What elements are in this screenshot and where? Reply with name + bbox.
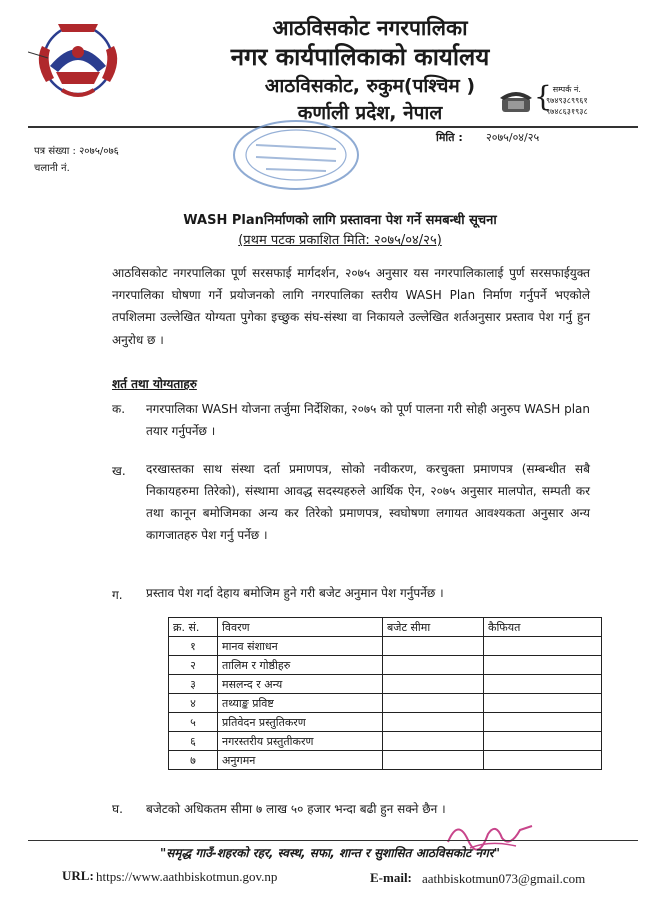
column-header: क्र. सं. — [169, 618, 218, 637]
telephone-icon — [498, 88, 534, 114]
contact-block — [546, 84, 588, 117]
publication-date-text: (प्रथम पटक प्रकाशित मिति: २०७५/०४/२५) — [238, 233, 442, 248]
province-name: कर्णाली प्रदेश, नेपाल — [297, 102, 443, 124]
row-description: नगरस्तरीय प्रस्तुतीकरण — [218, 732, 383, 751]
row-number: ५ — [169, 713, 218, 732]
row-remarks — [484, 694, 602, 713]
contact-number-2: ९७४८६३१९३८ — [546, 107, 588, 116]
row-description: तालिम र गोष्ठीहरु — [218, 656, 383, 675]
row-budget-limit — [383, 694, 484, 713]
item-label: ग. — [112, 588, 123, 602]
row-description: अनुगमन — [218, 751, 383, 770]
dispatch-number: चलानी नं. — [34, 163, 70, 174]
table-row — [169, 713, 602, 732]
website-link[interactable]: https://www.aathbiskotmun.gov.np — [96, 869, 278, 884]
notice-subject: WASH Planनिर्माणको लागि प्रस्तावना पेश गर्ने समबन्धी सूचना — [183, 213, 497, 228]
contact-title: सम्पर्क नं. — [552, 85, 581, 94]
item-text: दरखास्तका साथ संस्था दर्ता प्रमाणपत्र, सोको नवीकरण, करचुक्ता प्रमाणपत्र (सम्बन्धीत सबै निकायहरुमा तिरेको), संस्थामा आवद्ध सदस्यहरुले आर्थिक ऐन, २०७५ अनुसार मालपोत, सम्पती कर तथा कानून बमोजिमका अन्य कर तिरेको प्रमाणपत्र, स्वघोषणा लगायत आवश्यकता अनुसार अन्य कागजातहरु पेश गर्नु पर्नेछ । — [146, 462, 590, 542]
row-number: १ — [169, 637, 218, 656]
table-row — [169, 694, 602, 713]
row-budget-limit — [383, 751, 484, 770]
row-number: २ — [169, 656, 218, 675]
row-description: प्रतिवेदन प्रस्तुतिकरण — [218, 713, 383, 732]
row-budget-limit — [383, 675, 484, 694]
item-label: घ. — [112, 802, 123, 816]
office-stamp — [226, 115, 366, 195]
publication-note — [60, 230, 620, 248]
item-text: प्रस्ताव पेश गर्दा देहाय बमोजिम हुने गरी बजेट अनुमान पेश गर्नुपर्नेछ । — [146, 586, 444, 600]
row-number: ७ — [169, 751, 218, 770]
municipality-name: आठविसकोट नगरपालिका — [272, 16, 468, 40]
row-remarks — [484, 637, 602, 656]
email-label: E-mail: — [370, 870, 412, 885]
item-text: नगरपालिका WASH योजना तर्जुमा निर्देशिका, २०७५ को पूर्ण पालना गरी सोही अनुरुप WASH plan तयार गर्नुपर्नेछ । — [146, 402, 590, 438]
government-emblem — [28, 12, 128, 108]
office-address: आठविसकोट, रुकुम(पश्चिम ) — [264, 75, 476, 97]
row-remarks — [484, 656, 602, 675]
row-remarks — [484, 751, 602, 770]
table-row — [169, 675, 602, 694]
url-label: URL: — [62, 868, 94, 883]
row-budget-limit — [383, 656, 484, 675]
column-header: विवरण — [218, 618, 383, 637]
row-number: ३ — [169, 675, 218, 694]
contact-number-1: ९७४९३८९९६१ — [546, 96, 588, 105]
contact-brace: { — [534, 80, 552, 113]
item-label: क. — [112, 402, 126, 416]
table-row — [169, 656, 602, 675]
item-label: ख. — [112, 464, 126, 478]
row-number: ६ — [169, 732, 218, 751]
row-description: तथ्याङ्क प्रविष्ट — [218, 694, 383, 713]
email-link[interactable]: aathbiskotmun073@gmail.com — [422, 871, 586, 886]
row-budget-limit — [383, 732, 484, 751]
row-description: मानव संशाधन — [218, 637, 383, 656]
row-number: ४ — [169, 694, 218, 713]
footer-motto: "समृद्ध गाउँ-शहरको रहर, स्वस्थ, सफा, शान्त र सुशासित आठविसकोट नगर" — [160, 846, 500, 860]
row-remarks — [484, 675, 602, 694]
row-remarks — [484, 713, 602, 732]
date-label: मिति : — [436, 131, 463, 144]
column-header: कैफियत — [484, 618, 602, 637]
conditions-heading: शर्त तथा योग्यताहरु — [112, 377, 197, 391]
intro-paragraph: आठविसकोट नगरपालिका पूर्ण सरसफाई मार्गदर्शन, २०७५ अनुसार यस नगरपालिकालाई पुर्ण सरसफाईयुक्त नगरपालिका घोषणा गर्ने प्रयोजनको लागि नगरपालिका स्तरीय WASH Plan निर्माण गर्नुपर्ने भएकोले तपशिलमा उल्लेखित योग्यता पुगेका इच्छुक संघ-संस्था वा निकायले उल्लेखित शर्तअनुसार प्रस्ताव पेश गर्नु हुन अनुरोध छ । — [112, 266, 590, 347]
table-row — [169, 732, 602, 751]
row-budget-limit — [383, 713, 484, 732]
row-budget-limit — [383, 637, 484, 656]
row-remarks — [484, 732, 602, 751]
table-row — [169, 751, 602, 770]
item-text: बजेटको अधिकतम सीमा ७ लाख ५० हजार भन्दा बढी हुन सक्ने छैन । — [146, 802, 446, 816]
office-name: नगर कार्यपालिकाको कार्यालय — [230, 43, 490, 71]
budget-table — [168, 617, 602, 770]
row-description: मसलन्द र अन्य — [218, 675, 383, 694]
footer-divider — [28, 840, 638, 841]
date-value: २०७५/०४/२५ — [486, 131, 540, 144]
letter-number: पत्र संख्या : २०७५/०७६ — [34, 146, 119, 157]
table-row — [169, 637, 602, 656]
table-header-row — [169, 618, 602, 637]
column-header: बजेट सीमा — [383, 618, 484, 637]
